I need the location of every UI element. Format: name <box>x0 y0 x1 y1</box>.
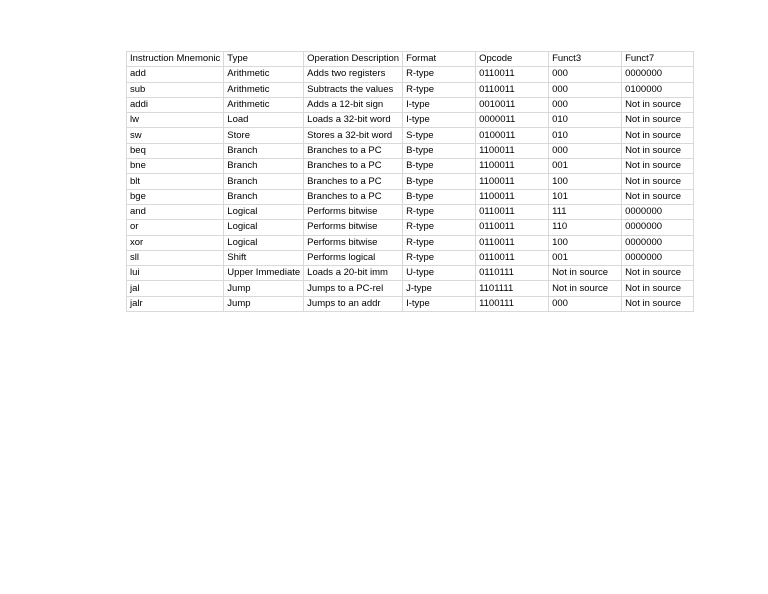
table-cell[interactable]: 0000000 <box>622 220 694 235</box>
table-cell[interactable]: Branches to a PC <box>304 174 403 189</box>
table-cell[interactable]: 0000000 <box>622 235 694 250</box>
table-cell[interactable]: sw <box>127 128 224 143</box>
table-cell[interactable]: R-type <box>403 220 476 235</box>
table-cell[interactable]: Loads a 32-bit word <box>304 113 403 128</box>
table-cell[interactable]: I-type <box>403 113 476 128</box>
table-cell[interactable]: 0110011 <box>476 82 549 97</box>
table-header-cell[interactable]: Type <box>224 52 304 67</box>
table-cell[interactable]: Not in source <box>622 97 694 112</box>
table-cell[interactable]: bge <box>127 189 224 204</box>
table-cell[interactable]: Not in source <box>622 281 694 296</box>
table-cell[interactable]: 0010011 <box>476 97 549 112</box>
table-cell[interactable]: R-type <box>403 67 476 82</box>
table-cell[interactable]: Not in source <box>549 266 622 281</box>
table-cell[interactable]: Jumps to an addr <box>304 296 403 311</box>
table-cell[interactable]: I-type <box>403 296 476 311</box>
table-cell[interactable]: Branch <box>224 189 304 204</box>
table-cell[interactable]: R-type <box>403 82 476 97</box>
table-cell[interactable]: 000 <box>549 67 622 82</box>
table-row <box>127 250 694 265</box>
table-cell[interactable]: Branches to a PC <box>304 189 403 204</box>
table-cell[interactable]: 0110011 <box>476 250 549 265</box>
table-row <box>127 189 694 204</box>
table-cell[interactable]: 010 <box>549 113 622 128</box>
table-cell[interactable]: addi <box>127 97 224 112</box>
table-header-row <box>127 52 694 67</box>
table-cell[interactable]: lui <box>127 266 224 281</box>
table-cell[interactable]: 010 <box>549 128 622 143</box>
table-cell[interactable]: Branch <box>224 143 304 158</box>
table-cell[interactable]: B-type <box>403 189 476 204</box>
table-header-cell[interactable]: Instruction Mnemonic <box>127 52 224 67</box>
table-cell[interactable]: jalr <box>127 296 224 311</box>
table-cell[interactable]: Jump <box>224 296 304 311</box>
table-header-cell[interactable]: Opcode <box>476 52 549 67</box>
table-cell[interactable]: 0110111 <box>476 266 549 281</box>
table-cell[interactable]: R-type <box>403 204 476 219</box>
table-cell[interactable]: 001 <box>549 250 622 265</box>
table-cell[interactable]: 0110011 <box>476 204 549 219</box>
table-cell[interactable]: 000 <box>549 296 622 311</box>
table-cell[interactable]: R-type <box>403 250 476 265</box>
table-row <box>127 204 694 219</box>
table-cell[interactable]: 000 <box>549 97 622 112</box>
table-cell[interactable]: 1100111 <box>476 296 549 311</box>
table-cell[interactable]: Logical <box>224 220 304 235</box>
table-cell[interactable]: Performs bitwise <box>304 220 403 235</box>
table-header-cell[interactable]: Funct7 <box>622 52 694 67</box>
table-row <box>127 113 694 128</box>
table-cell[interactable]: 001 <box>549 159 622 174</box>
table-cell[interactable]: Branch <box>224 174 304 189</box>
table-cell[interactable]: 0000000 <box>622 67 694 82</box>
table-row <box>127 220 694 235</box>
table-cell[interactable]: 0100011 <box>476 128 549 143</box>
table-cell[interactable]: Not in source <box>622 143 694 158</box>
table-cell[interactable]: Shift <box>224 250 304 265</box>
table-cell[interactable]: Performs bitwise <box>304 235 403 250</box>
table-cell[interactable]: and <box>127 204 224 219</box>
table-cell[interactable]: 0110011 <box>476 235 549 250</box>
table-cell[interactable]: jal <box>127 281 224 296</box>
table-cell[interactable]: Store <box>224 128 304 143</box>
table-cell[interactable]: B-type <box>403 159 476 174</box>
table-cell[interactable]: Performs logical <box>304 250 403 265</box>
table-cell[interactable]: 1100011 <box>476 174 549 189</box>
table-cell[interactable]: 1100011 <box>476 159 549 174</box>
table-cell[interactable]: Stores a 32-bit word <box>304 128 403 143</box>
table-cell[interactable]: Adds a 12-bit sign <box>304 97 403 112</box>
table-cell[interactable]: I-type <box>403 97 476 112</box>
table-cell[interactable]: or <box>127 220 224 235</box>
table-cell[interactable]: Not in source <box>622 174 694 189</box>
table-cell[interactable]: Not in source <box>549 281 622 296</box>
table-cell[interactable]: Upper Immediate <box>224 266 304 281</box>
table-cell[interactable]: J-type <box>403 281 476 296</box>
table-cell[interactable]: Logical <box>224 235 304 250</box>
table-cell[interactable]: 100 <box>549 235 622 250</box>
table-cell[interactable]: 1101111 <box>476 281 549 296</box>
table-row <box>127 97 694 112</box>
table-cell[interactable]: Jump <box>224 281 304 296</box>
table-cell[interactable]: 100 <box>549 174 622 189</box>
table-cell[interactable]: Not in source <box>622 159 694 174</box>
table-cell[interactable]: 1100011 <box>476 143 549 158</box>
table-row <box>127 159 694 174</box>
table-cell[interactable]: Branch <box>224 159 304 174</box>
table-cell[interactable]: S-type <box>403 128 476 143</box>
table-cell[interactable]: bne <box>127 159 224 174</box>
table-row <box>127 235 694 250</box>
table-cell[interactable]: Not in source <box>622 113 694 128</box>
table-header-cell[interactable]: Format <box>403 52 476 67</box>
table-cell[interactable]: 000 <box>549 82 622 97</box>
table-row <box>127 281 694 296</box>
table-cell[interactable]: Not in source <box>622 189 694 204</box>
table-cell[interactable]: 101 <box>549 189 622 204</box>
table-cell[interactable]: 110 <box>549 220 622 235</box>
table-header-cell[interactable]: Operation Description <box>304 52 403 67</box>
instruction-table <box>126 51 694 312</box>
table-cell[interactable]: Subtracts the values <box>304 82 403 97</box>
table-cell[interactable]: Not in source <box>622 296 694 311</box>
table-row <box>127 174 694 189</box>
table-cell[interactable]: Loads a 20-bit imm <box>304 266 403 281</box>
table-row <box>127 67 694 82</box>
table-cell[interactable]: 111 <box>549 204 622 219</box>
table-cell[interactable]: Performs bitwise <box>304 204 403 219</box>
table-cell[interactable]: B-type <box>403 174 476 189</box>
table-cell[interactable]: sub <box>127 82 224 97</box>
table-cell[interactable]: U-type <box>403 266 476 281</box>
table-cell[interactable]: Branches to a PC <box>304 143 403 158</box>
table-cell[interactable]: B-type <box>403 143 476 158</box>
table-cell[interactable]: Arithmetic <box>224 67 304 82</box>
table-cell[interactable]: 1100011 <box>476 189 549 204</box>
table-row <box>127 82 694 97</box>
table-row <box>127 143 694 158</box>
table-row <box>127 128 694 143</box>
table-row <box>127 266 694 281</box>
table-cell[interactable]: 0000000 <box>622 204 694 219</box>
table-row <box>127 296 694 311</box>
table-cell[interactable]: blt <box>127 174 224 189</box>
table-cell[interactable]: 0100000 <box>622 82 694 97</box>
table-cell[interactable]: 0000000 <box>622 250 694 265</box>
table-cell[interactable]: R-type <box>403 235 476 250</box>
table-cell[interactable]: sll <box>127 250 224 265</box>
table-cell[interactable]: Logical <box>224 204 304 219</box>
table-cell[interactable]: xor <box>127 235 224 250</box>
table-cell[interactable]: Arithmetic <box>224 97 304 112</box>
table-cell[interactable]: Not in source <box>622 128 694 143</box>
table-cell[interactable]: 0110011 <box>476 67 549 82</box>
table-cell[interactable]: 000 <box>549 143 622 158</box>
table-cell[interactable]: lw <box>127 113 224 128</box>
table-cell[interactable]: 0110011 <box>476 220 549 235</box>
instruction-table-body <box>127 52 694 312</box>
table-cell[interactable]: Not in source <box>622 266 694 281</box>
table-cell[interactable]: Arithmetic <box>224 82 304 97</box>
table-cell[interactable]: Load <box>224 113 304 128</box>
table-cell[interactable]: add <box>127 67 224 82</box>
table-cell[interactable]: Jumps to a PC-rel <box>304 281 403 296</box>
table-cell[interactable]: Branches to a PC <box>304 159 403 174</box>
table-cell[interactable]: beq <box>127 143 224 158</box>
table-header-cell[interactable]: Funct3 <box>549 52 622 67</box>
table-cell[interactable]: 0000011 <box>476 113 549 128</box>
table-cell[interactable]: Adds two registers <box>304 67 403 82</box>
